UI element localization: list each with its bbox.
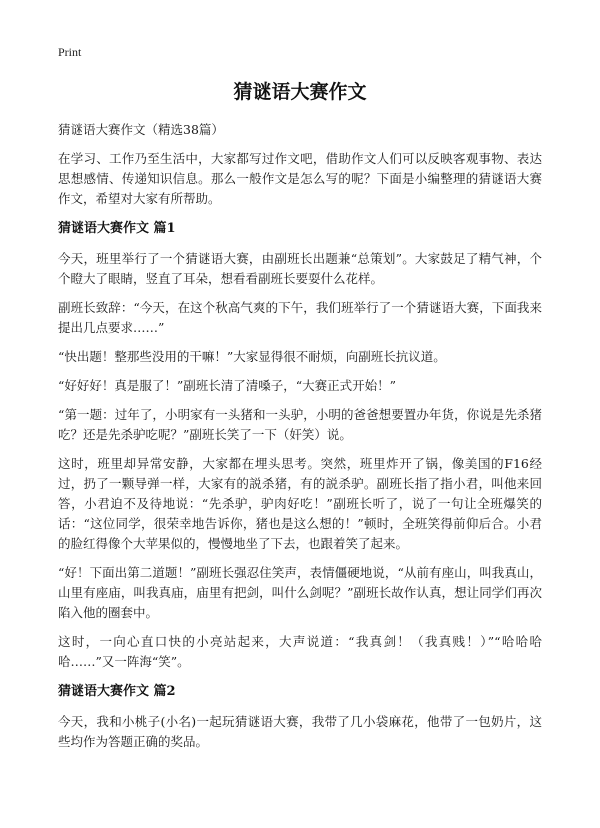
paragraph: 这时，班里却异常安静，大家都在埋头思考。突然，班里炸开了锅，像美国的F16经过，扔了一颗导弹一样，大家有的説杀猪，有的説杀驴。副班长指了指小君，叫他来回答，小君迫不及待地说：“先杀驴，驴肉好吃！”副班长听了，说了一句让全班爆笑的话：“这位同学，很荣幸地告诉你，猪也是这么想的！”顿时，全班笑得前仰后合。小君的脸红得像个大苹果似的，慢慢地坐了下去，也跟着笑了起来。 — [58, 456, 542, 551]
paragraph: 今天，我和小桃子(小名)一起玩猜谜语大赛，我带了几小袋麻花，他带了一包奶片，这些均作为答题正确的奖品。 — [58, 714, 542, 749]
document-subtitle: 猜谜语大赛作文（精选38篇） — [58, 122, 224, 137]
paragraph: 副班长致辞：“今天，在这个秋高气爽的下午，我们班举行了一个猜谜语大赛，下面我来提出几点要求……” — [58, 300, 542, 335]
paragraph: 这时，一向心直口快的小亮站起来，大声说道：“我真剑！（我真贱！）”“哈哈哈哈……”又一阵海“笑”。 — [58, 634, 542, 669]
section-2 — [58, 682, 542, 752]
section-heading: 猜谜语大赛作文 篇2 — [58, 684, 176, 699]
section-heading: 猜谜语大赛作文 篇1 — [58, 221, 176, 236]
paragraph: “第一题：过年了，小明家有一头猪和一头驴，小明的爸爸想要置办年货，你说是先杀猪吃？还是先杀驴吃呢？”副班长笑了一下（奸笑）说。 — [58, 407, 542, 442]
paragraph: “好！下面出第二道题！”副班长强忍住笑声，表情僵硬地说，“从前有座山，叫我真山，山里有座庙，叫我真庙，庙里有把剑，叫什么剑呢？”副班长故作认真，想让同学们再次陷入他的圈套中。 — [58, 565, 542, 620]
print-label: Print — [58, 45, 82, 59]
intro-paragraph: 在学习、工作乃至生活中，大家都写过作文吧，借助作文人们可以反映客观事物、表达思想感情、传递知识信息。那么一般作文是怎么写的呢？下面是小编整理的猜谜语大赛作文，希望对大家有所帮助。 — [58, 151, 542, 206]
document-title: 猜谜语大赛作文 — [233, 81, 367, 103]
paragraph: “快出题！整那些没用的干嘛！”大家显得很不耐烦，向副班长抗议道。 — [58, 349, 446, 364]
section-1 — [58, 219, 542, 672]
paragraph: “好好好！真是服了！”副班长清了清嗓子，“大赛正式开始！” — [58, 378, 397, 393]
paragraph: 今天，班里举行了一个猜谜语大赛，由副班长出题兼“总策划”。大家鼓足了精气神，个个瞪大了眼睛，竖直了耳朵，想看看副班长要耍什么花样。 — [58, 251, 542, 286]
